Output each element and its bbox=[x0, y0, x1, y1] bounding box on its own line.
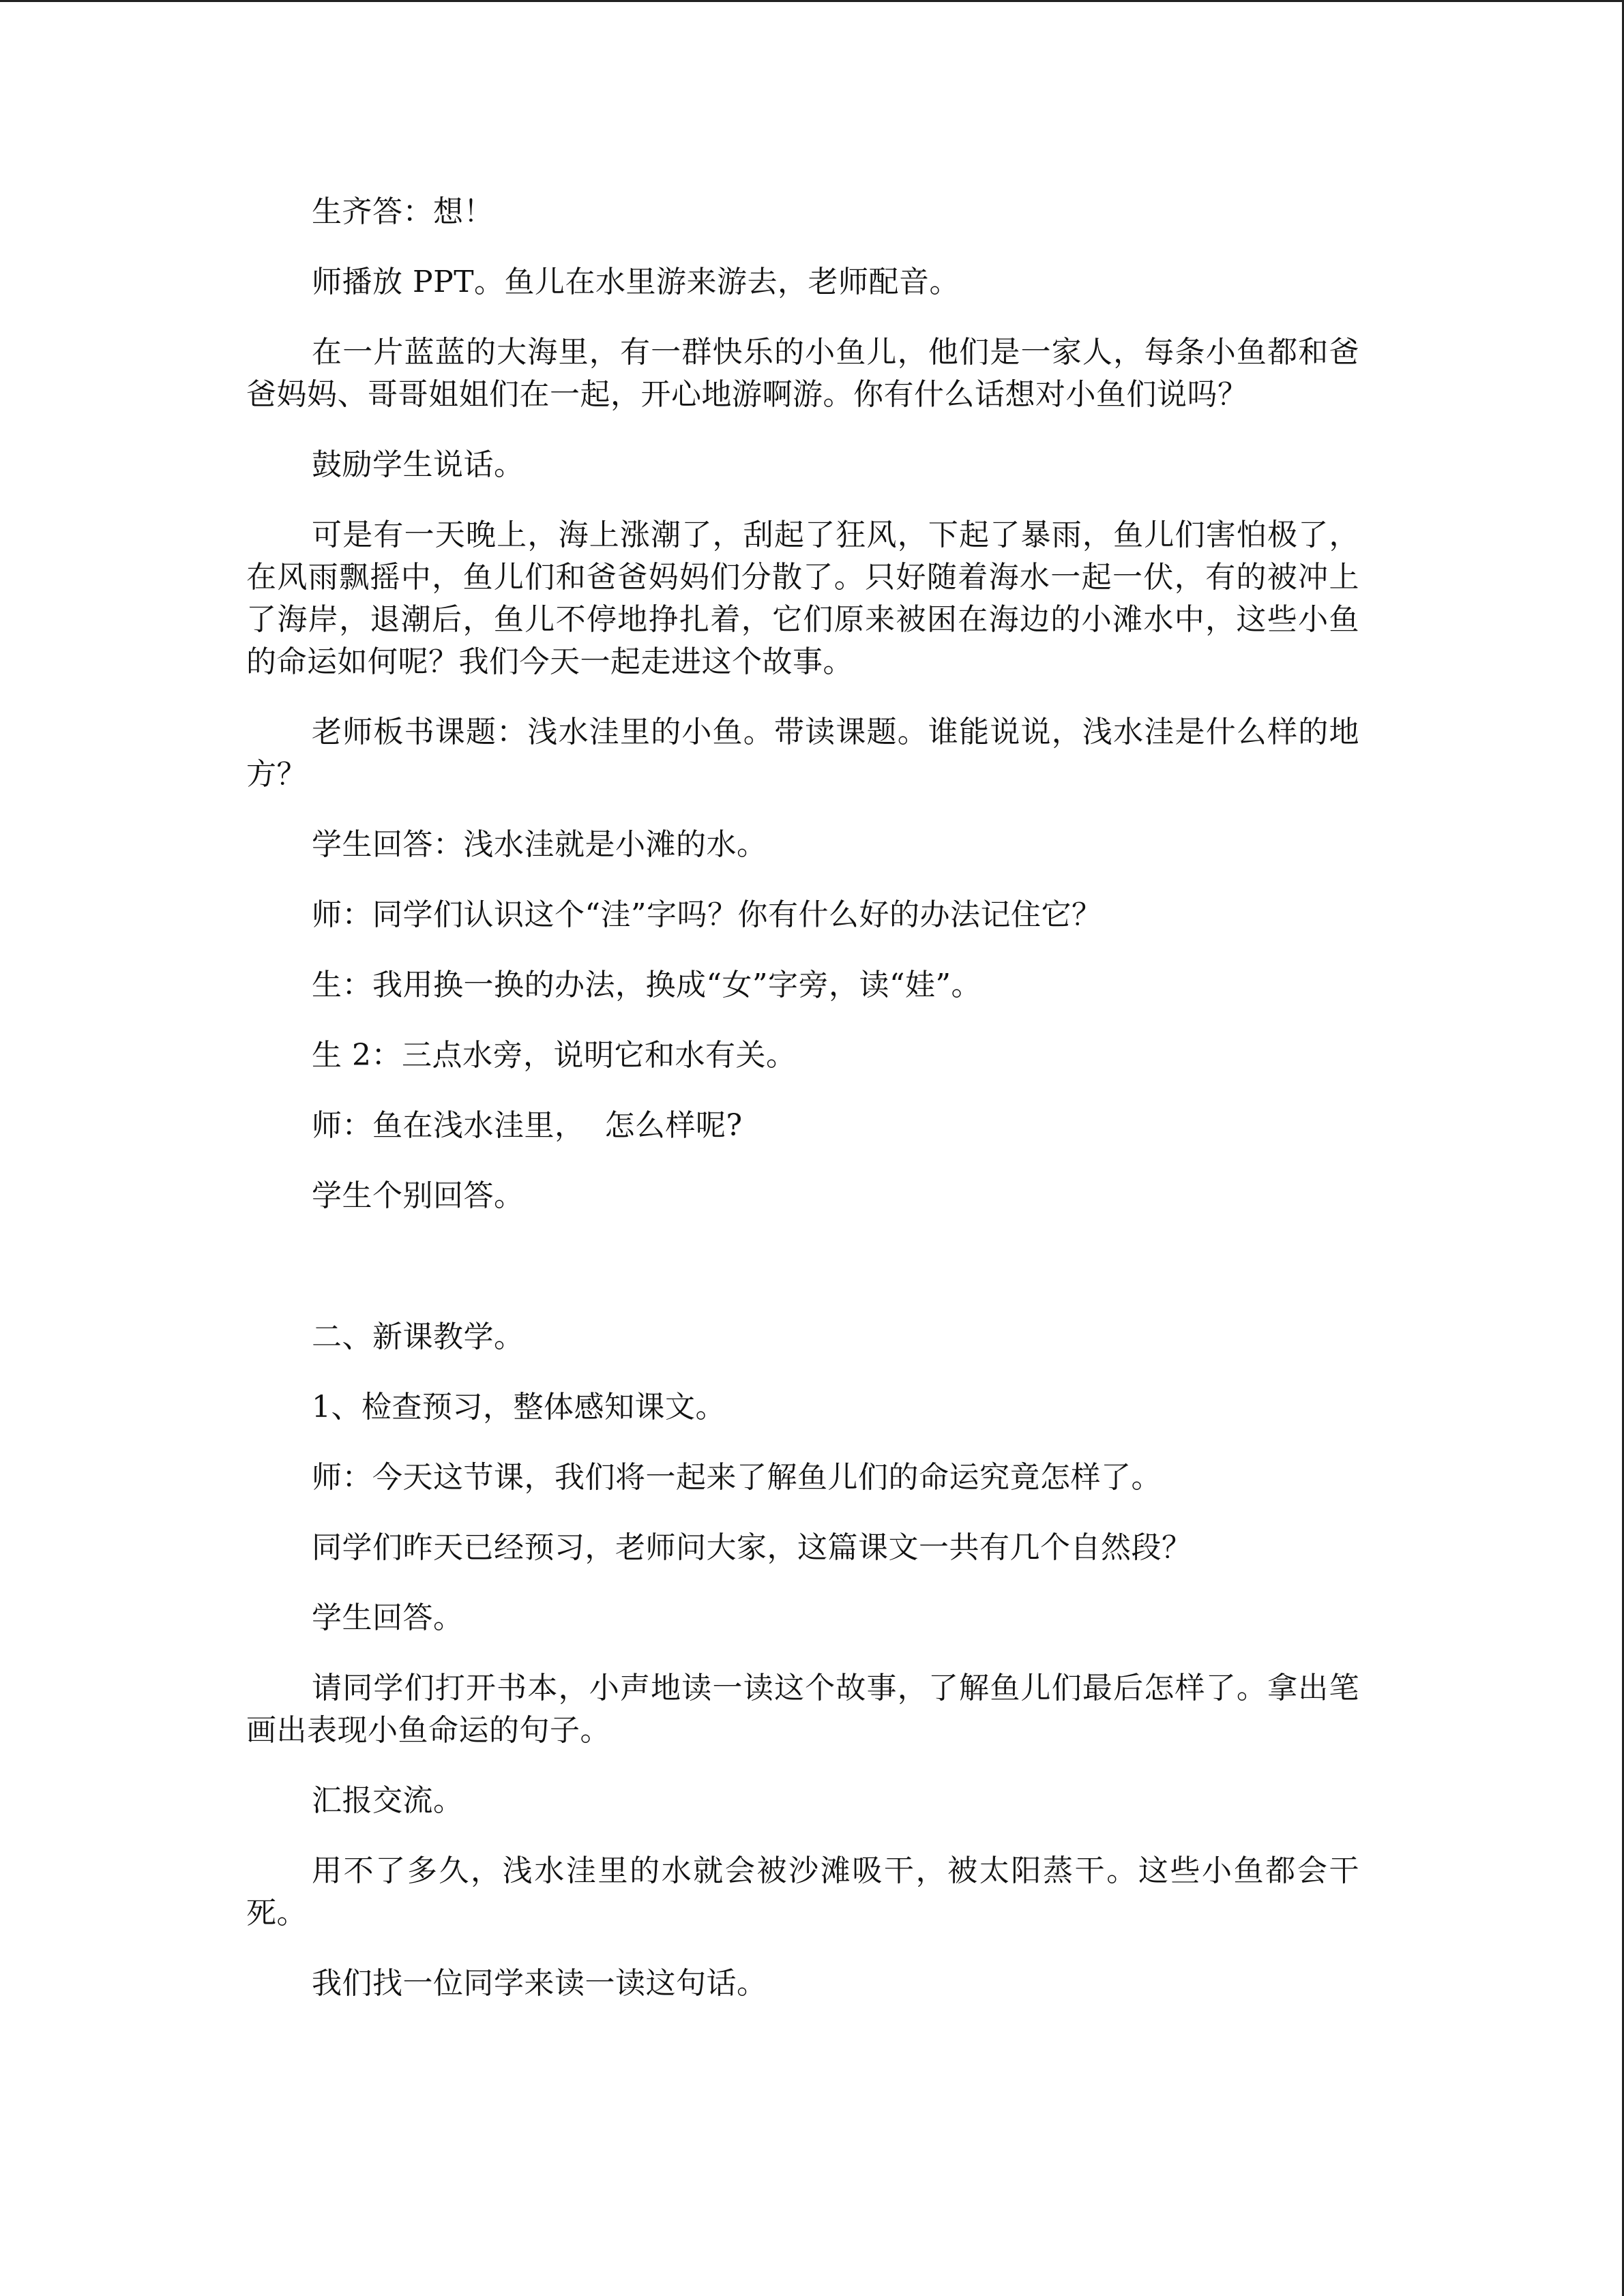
paragraph-3: 在一片蓝蓝的大海里，有一群快乐的小鱼儿，他们是一家人，每条小鱼都和爸爸妈妈、哥哥姐姐们在一起，开心地游啊游。你有什么话想对小鱼们说吗？ bbox=[246, 335, 1359, 412]
paragraph-4: 鼓励学生说话。 bbox=[312, 447, 525, 482]
paragraph-18: 请同学们打开书本，小声地读一读这个故事，了解鱼儿们最后怎样了。拿出笔画出表现小鱼命运的句子。 bbox=[246, 1671, 1359, 1748]
paragraph-17: 学生回答。 bbox=[312, 1600, 464, 1635]
paragraph-16: 同学们昨天已经预习，老师问大家，这篇课文一共有几个自然段？ bbox=[312, 1530, 1192, 1565]
paragraph-8: 师：同学们认识这个“洼”字吗？你有什么好的办法记住它？ bbox=[312, 897, 1102, 932]
paragraph-9: 生：我用换一换的办法，换成“女”字旁，读“娃”。 bbox=[312, 968, 981, 1002]
paragraph-14: 1、检查预习，整体感知课文。 bbox=[312, 1390, 726, 1425]
paragraph-15: 师：今天这节课，我们将一起来了解鱼儿们的命运究竟怎样了。 bbox=[312, 1460, 1162, 1495]
paragraph-6: 老师板书课题：浅水洼里的小鱼。带读课题。谁能说说，浅水洼是什么样的地方？ bbox=[246, 715, 1359, 792]
paragraph-12: 学生个别回答。 bbox=[312, 1178, 525, 1213]
paragraph-2: 师播放 PPT。鱼儿在水里游来游去，老师配音。 bbox=[312, 265, 960, 299]
paragraph-11: 师：鱼在浅水洼里， 怎么样呢? bbox=[312, 1108, 743, 1143]
paragraph-20: 用不了多久，浅水洼里的水就会被沙滩吸干，被太阳蒸干。这些小鱼都会干死。 bbox=[246, 1853, 1359, 1930]
paragraph-1: 生齐答：想！ bbox=[312, 194, 494, 229]
document-body bbox=[246, 191, 1359, 2005]
paragraph-21: 我们找一位同学来读一读这句话。 bbox=[312, 1966, 767, 2001]
paragraph-10: 生 2：三点水旁，说明它和水有关。 bbox=[312, 1038, 797, 1073]
paragraph-5: 可是有一天晚上，海上涨潮了，刮起了狂风，下起了暴雨，鱼儿们害怕极了，在风雨飘摇中，鱼儿们和爸爸妈妈们分散了。只好随着海水一起一伏，有的被冲上了海岸，退潮后，鱼儿不停地挣扎着，它们原来被困在海边的小滩水中，这些小鱼的命运如何呢？我们今天一起走进这个故事。 bbox=[246, 518, 1359, 679]
paragraph-7: 学生回答：浅水洼就是小滩的水。 bbox=[312, 827, 767, 862]
paragraph-19: 汇报交流。 bbox=[312, 1783, 464, 1818]
section-heading-new-lesson: 二、新课教学。 bbox=[312, 1320, 525, 1354]
page-top-border bbox=[0, 0, 1624, 2]
